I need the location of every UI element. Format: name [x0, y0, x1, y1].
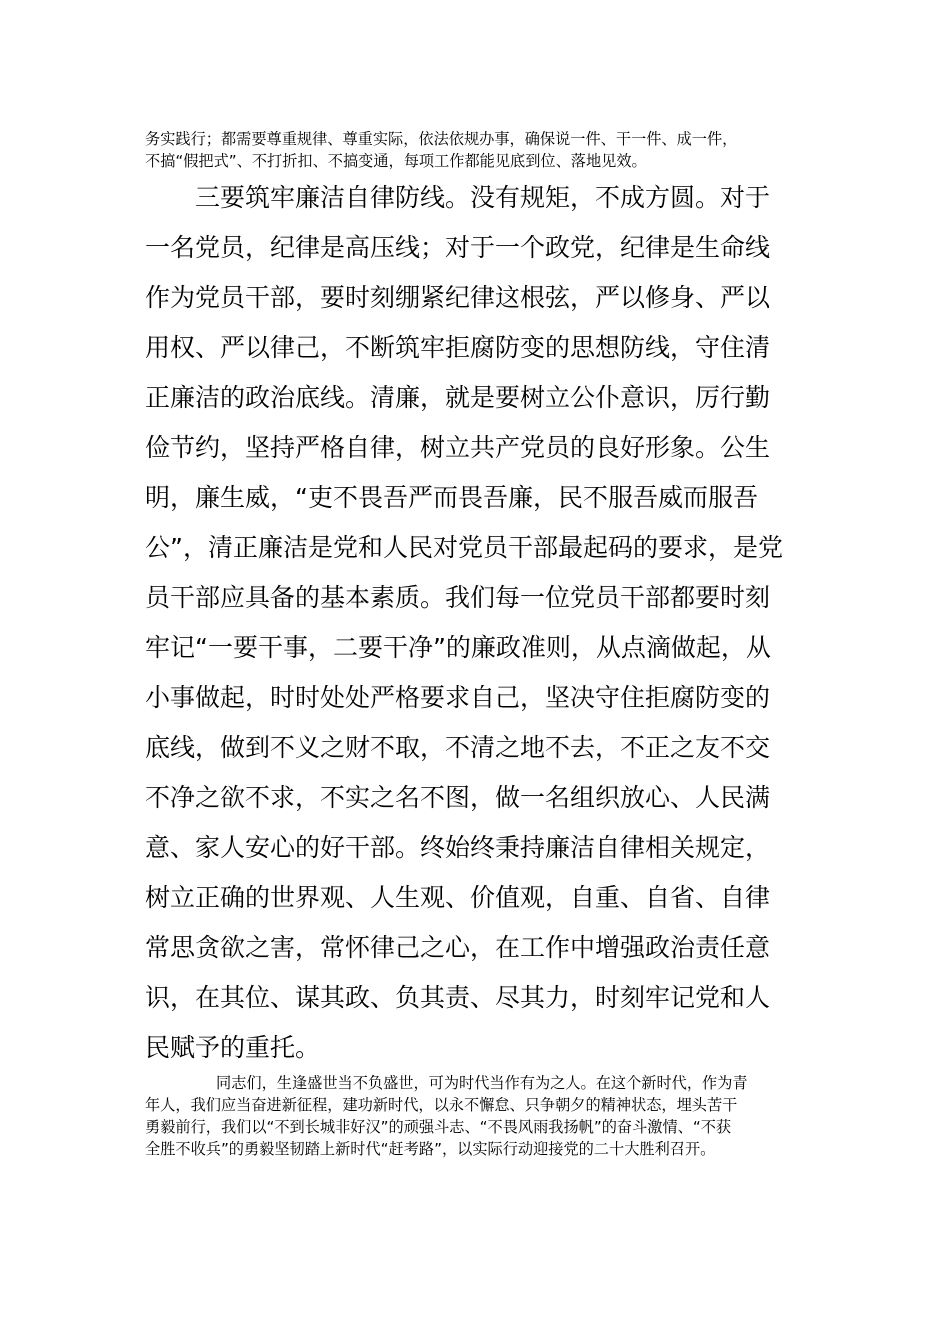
section-three-line: 不净之欲不求，不实之名不图，做一名组织放心、人民满 — [145, 783, 771, 812]
section-three-line: 公”，清正廉洁是党和人民对党员干部最起码的要求，是党 — [145, 533, 783, 562]
section-three-line: 意、家人安心的好干部。终始终秉持廉洁自律相关规定， — [145, 833, 771, 862]
intro-line: 不搞“假把式”、不打折扣、不搞变通，每项工作都能见底到位、落地见效。 — [145, 152, 647, 170]
section-three-line: 常思贪欲之害，常怀律己之心，在工作中增强政治责任意 — [145, 933, 771, 962]
section-three-line: 小事做起，时时处处严格要求自己，坚决守住拒腐防变的 — [145, 683, 771, 712]
closing-line: 同志们，生逢盛世当不负盛世，可为时代当作有为之人。在这个新时代，作为青 — [216, 1074, 748, 1092]
section-three-line: 员干部应具备的基本素质。我们每一位党员干部都要时刻 — [145, 583, 771, 612]
section-three-line: 俭节约，坚持严格自律，树立共产党员的良好形象。公生 — [145, 433, 771, 462]
closing-line: 勇毅前行，我们以“不到长城非好汉”的顽强斗志、“不畏风雨我扬帆”的奋斗激情、“不获 — [145, 1118, 732, 1136]
section-three-line: 民赋予的重托。 — [145, 1033, 321, 1062]
closing-line: 全胜不收兵”的勇毅坚韧踏上新时代“赶考路”，以实际行动迎接党的二十大胜利召开。 — [145, 1140, 716, 1158]
section-three-line: 牢记“一要干事，二要干净”的廉政准则，从点滴做起，从 — [145, 633, 771, 662]
section-three-line: 一名党员，纪律是高压线；对于一个政党，纪律是生命线 — [145, 233, 771, 262]
section-three-line: 树立正确的世界观、人生观、价值观，自重、自省、自律 — [145, 883, 771, 912]
section-three-line: 底线，做到不义之财不取，不清之地不去，不正之友不交 — [145, 733, 771, 762]
section-three-line: 正廉洁的政治底线。清廉，就是要树立公仆意识，厉行勤 — [145, 383, 771, 412]
section-three-line: 识，在其位、谋其政、负其责、尽其力，时刻牢记党和人 — [145, 983, 771, 1012]
intro-line: 务实践行；都需要尊重规律、尊重实际，依法依规办事，确保说一件、干一件、成一件， — [145, 130, 738, 148]
closing-line: 年人，我们应当奋进新征程，建功新时代，以永不懈怠、只争朝夕的精神状态，埋头苦干 — [145, 1096, 738, 1114]
section-three-line: 明，廉生威，“吏不畏吾严而畏吾廉，民不服吾威而服吾 — [145, 483, 758, 512]
section-three-line: 用权、严以律己，不断筑牢拒腐防变的思想防线，守住清 — [145, 333, 771, 362]
section-three-line: 作为党员干部，要时刻绷紧纪律这根弦，严以修身、严以 — [145, 283, 771, 312]
section-three-heading-line: 三要筑牢廉洁自律防线。没有规矩，不成方圆。对于 — [195, 183, 771, 212]
